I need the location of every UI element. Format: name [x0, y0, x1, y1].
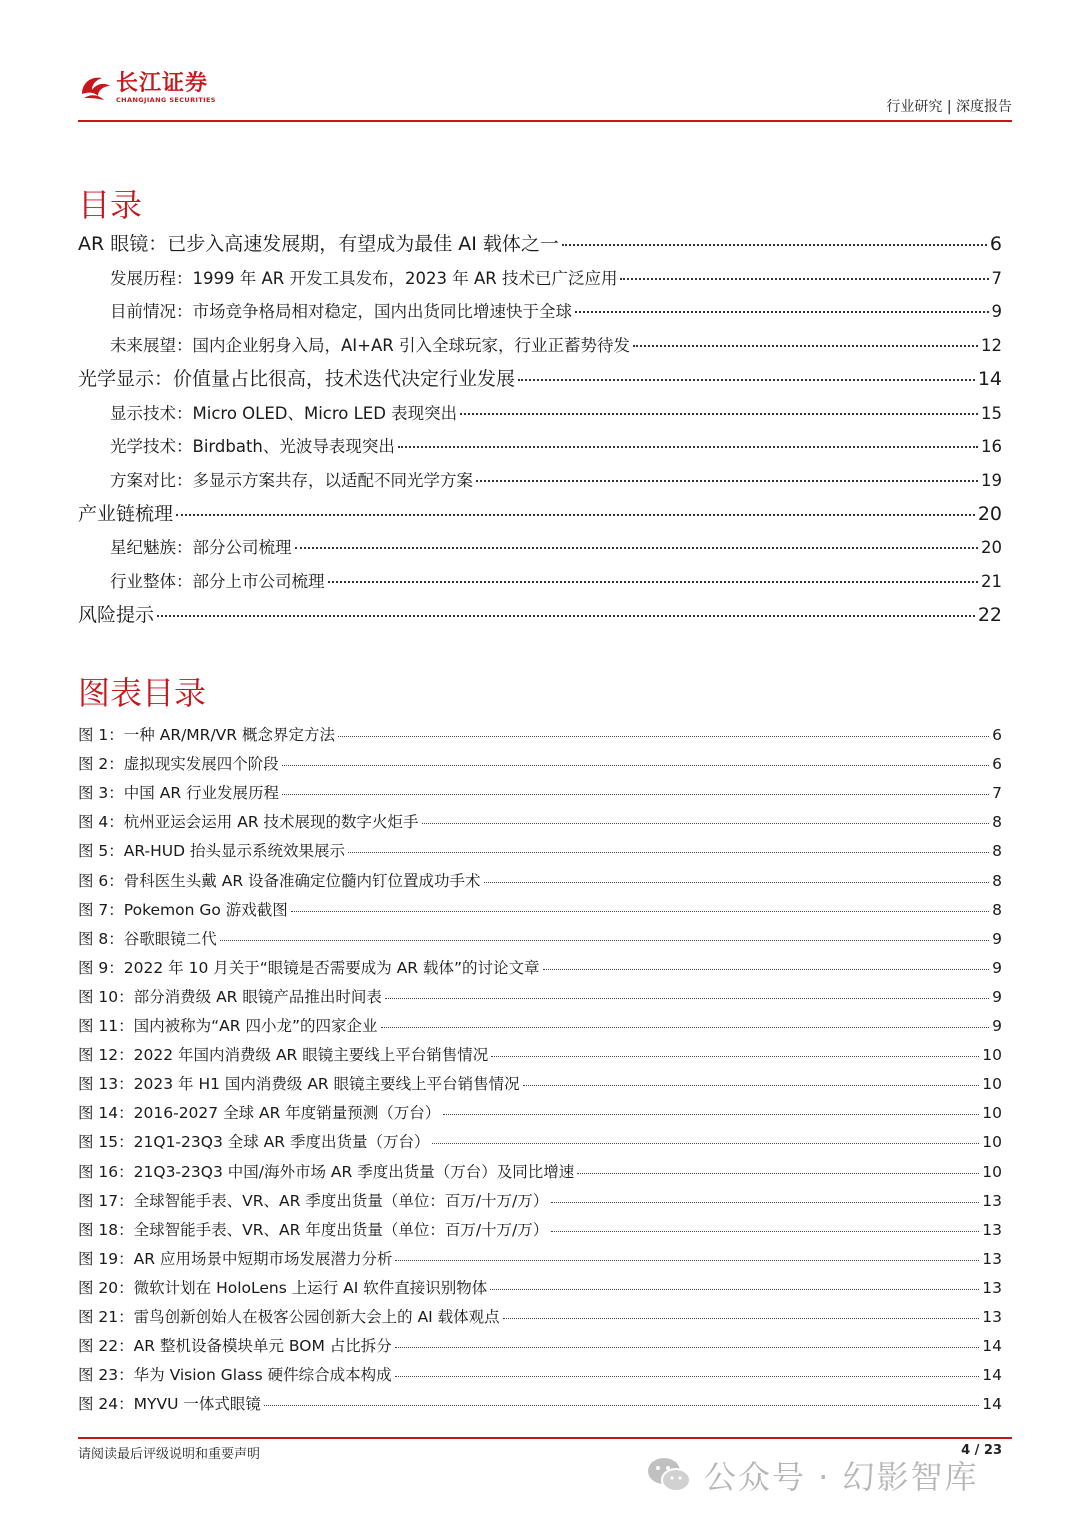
figure-entry-label: 图 20：微软计划在 HoloLens 上运行 AI 软件直接识别物体 [78, 1278, 488, 1297]
dot-leader [395, 1347, 980, 1348]
toc-section[interactable] [110, 534, 1002, 558]
figure-entry-page: 10 [982, 1075, 1002, 1094]
dot-leader [575, 311, 989, 313]
figure-entry[interactable] [78, 869, 1002, 891]
figure-entry-page: 9 [992, 987, 1002, 1006]
figure-entry[interactable] [78, 1305, 1002, 1327]
toc-section-page: 19 [981, 470, 1002, 490]
figure-entry-page: 10 [982, 1162, 1002, 1181]
figure-entry-page: 7 [992, 784, 1002, 803]
figure-entry[interactable] [78, 898, 1002, 920]
figure-entry-label: 图 11：国内被称为“AR 四小龙”的四家企业 [78, 1017, 378, 1035]
figure-entry-page: 6 [992, 726, 1002, 744]
disclaimer-note: 请阅读最后评级说明和重要声明 [78, 1447, 261, 1462]
figure-entry[interactable] [78, 723, 1002, 745]
dot-leader [348, 852, 989, 853]
dot-leader [577, 1173, 979, 1174]
toc-chapter[interactable] [78, 600, 1002, 627]
page-number: 4 / 23 [961, 1443, 1002, 1458]
figure-entry-label: 图 14：2016-2027 全球 AR 年度销量预测（万台） [78, 1104, 441, 1123]
figure-entry-label: 图 2：虚拟现实发展四个阶段 [78, 755, 279, 774]
figure-entry[interactable] [78, 1101, 1002, 1123]
figure-entry-label: 图 3：中国 AR 行业发展历程 [78, 784, 280, 803]
logo-chinese-name: 长江证券 [116, 71, 209, 96]
toc-section-page: 20 [981, 538, 1002, 558]
dot-leader [157, 615, 975, 617]
figure-entry[interactable] [78, 985, 1002, 1007]
dot-leader [476, 480, 978, 482]
toc-chapter[interactable] [78, 229, 1002, 256]
dot-leader [523, 1085, 980, 1086]
figure-entry-label: 图 4：杭州亚运会运用 AR 技术展现的数字火炬手 [78, 813, 419, 832]
dot-leader [295, 547, 979, 549]
figure-entry[interactable] [78, 1043, 1002, 1065]
dot-leader [328, 581, 979, 583]
figure-entry[interactable] [78, 1189, 1002, 1211]
toc-section-page: 7 [991, 268, 1002, 288]
footer-divider [78, 1437, 1012, 1439]
toc-chapter-page: 14 [977, 367, 1002, 390]
dot-leader [282, 794, 989, 795]
dot-leader [543, 969, 990, 970]
figure-entry-page: 9 [992, 929, 1002, 948]
figure-entry-label: 图 24：MYVU 一体式眼镜 [78, 1395, 261, 1414]
toc-section-page: 15 [981, 403, 1002, 423]
dot-leader [518, 379, 975, 381]
figure-entry-label: 图 12：2022 年国内消费级 AR 眼镜主要线上平台销售情况 [78, 1046, 489, 1065]
dot-leader [432, 1143, 979, 1144]
toc-section-page: 16 [981, 437, 1002, 457]
figure-entry-label: 图 8：谷歌眼镜二代 [78, 929, 217, 948]
figure-entry-label: 图 9：2022 年 10 月关于“眼镜是否需要成为 AR 载体”的讨论文章 [78, 958, 540, 977]
toc-section[interactable] [110, 265, 1002, 289]
toc-chapter-label: 产业链梳理 [78, 502, 174, 525]
dot-leader [395, 1260, 979, 1261]
toc-title: 目录 [78, 186, 143, 224]
figure-entry[interactable] [78, 810, 1002, 832]
figure-entry[interactable] [78, 1276, 1002, 1298]
page-header [78, 72, 1012, 124]
figure-entry-page: 8 [992, 871, 1002, 890]
toc-section-label: 发展历程：1999 年 AR 开发工具发布，2023 年 AR 技术已广泛应用 [110, 268, 618, 288]
dot-leader [491, 1056, 979, 1057]
toc-chapter-label: AR 眼镜：已步入高速发展期，有望成为最佳 AI 载体之一 [78, 233, 559, 255]
wechat-watermark [646, 1452, 979, 1498]
dot-leader [381, 1027, 990, 1028]
figure-entry[interactable] [78, 1392, 1002, 1414]
figure-entry[interactable] [78, 781, 1002, 803]
figure-entry-label: 图 5：AR-HUD 抬头显示系统效果展示 [78, 842, 345, 861]
toc-section[interactable] [110, 467, 1002, 491]
figure-entry[interactable] [78, 839, 1002, 861]
figure-entry[interactable] [78, 1072, 1002, 1094]
toc-section-label: 行业整体：部分上市公司梳理 [110, 572, 325, 591]
figure-entry[interactable] [78, 1014, 1002, 1036]
toc-section-page: 12 [981, 336, 1002, 356]
toc-chapter-label: 光学显示：价值量占比很高，技术迭代决定行业发展 [78, 367, 516, 390]
toc-section-label: 星纪魅族：部分公司梳理 [110, 538, 292, 558]
figure-entry-page: 13 [982, 1249, 1002, 1268]
figure-entry-label: 图 22：AR 整机设备模块单元 BOM 占比拆分 [78, 1337, 392, 1356]
dot-leader [395, 1376, 980, 1377]
toc-chapter[interactable] [78, 364, 1002, 391]
dot-leader [398, 446, 978, 448]
figure-entry-page: 13 [982, 1191, 1002, 1210]
figure-entry[interactable] [78, 956, 1002, 978]
figure-entry-label: 图 10：部分消费级 AR 眼镜产品推出时间表 [78, 987, 382, 1006]
dot-leader [220, 940, 989, 941]
dot-leader [264, 1405, 979, 1406]
dot-leader [422, 823, 990, 824]
figure-entry-label: 图 13：2023 年 H1 国内消费级 AR 眼镜主要线上平台销售情况 [78, 1075, 520, 1094]
figure-entry-label: 图 7：Pokemon Go 游戏截图 [78, 900, 288, 919]
logo-english-name: CHANGJIANG SECURITIES [116, 96, 216, 104]
dot-leader [443, 1114, 979, 1115]
figure-entry-page: 8 [992, 842, 1002, 861]
report-type-label: 行业研究 | 深度报告 [886, 99, 1012, 115]
toc-chapter-label: 风险提示 [78, 603, 155, 626]
figure-entry-label: 图 21：雷鸟创新创始人在极客公园创新大会上的 AI 载体观点 [78, 1308, 500, 1326]
dot-leader [176, 514, 975, 516]
figure-index-title: 图表目录 [78, 674, 207, 712]
toc-section[interactable] [110, 433, 1002, 457]
figure-entry[interactable] [78, 1160, 1002, 1182]
dot-leader [291, 911, 989, 912]
figure-entry-page: 8 [992, 813, 1002, 832]
figure-entry-page: 8 [992, 900, 1002, 919]
toc-section-label: 目前情况：市场竞争格局相对稳定，国内出货同比增速快于全球 [110, 302, 572, 322]
dot-leader [338, 736, 989, 737]
wechat-icon [646, 1455, 692, 1495]
figure-entry-label: 图 19：AR 应用场景中短期市场发展潜力分析 [78, 1249, 393, 1268]
figure-entry[interactable] [78, 1130, 1002, 1152]
figure-entry-page: 13 [982, 1308, 1002, 1326]
watermark-text: 公众号 · 幻影智库 [704, 1458, 979, 1496]
figure-entry-label: 图 1：一种 AR/MR/VR 概念界定方法 [78, 726, 335, 744]
dot-leader [503, 1318, 980, 1319]
figure-entry-page: 14 [982, 1395, 1002, 1414]
dot-leader [460, 413, 978, 415]
figure-entry-page: 9 [992, 1017, 1002, 1035]
figure-entry[interactable] [78, 1334, 1002, 1356]
dot-leader [551, 1231, 979, 1232]
figure-entry-page: 13 [982, 1220, 1002, 1239]
toc-chapter-page: 22 [977, 603, 1002, 626]
figure-entry-page: 6 [992, 755, 1002, 774]
figure-entry-page: 9 [992, 958, 1002, 977]
toc-section-page: 21 [981, 572, 1002, 591]
toc-chapter[interactable] [78, 499, 1002, 526]
toc-section-label: 未来展望：国内企业躬身入局，AI+AR 引入全球玩家，行业正蓄势待发 [110, 336, 630, 356]
header-divider [78, 120, 1012, 122]
figure-entry-label: 图 18：全球智能手表、VR、AR 年度出货量（单位：百万/十万/万） [78, 1220, 549, 1239]
dot-leader [620, 278, 988, 280]
figure-entry-page: 13 [982, 1278, 1002, 1297]
figure-entry-label: 图 15：21Q1-23Q3 全球 AR 季度出货量（万台） [78, 1133, 430, 1152]
toc-section-label: 光学技术：Birdbath、光波导表现突出 [110, 437, 395, 457]
toc-section[interactable] [110, 568, 1002, 592]
dot-leader [551, 1202, 979, 1203]
dot-leader [484, 882, 990, 883]
figure-entry[interactable] [78, 927, 1002, 949]
toc-section[interactable] [110, 400, 1002, 424]
company-logo [78, 72, 216, 104]
toc-section-page: 9 [991, 302, 1002, 322]
figure-entry-label: 图 6：骨科医生头戴 AR 设备准确定位髓内钉位置成功手术 [78, 871, 481, 890]
figure-entry-label: 图 23：华为 Vision Glass 硬件综合成本构成 [78, 1366, 392, 1385]
toc-chapter-page: 6 [989, 233, 1002, 255]
toc-section[interactable] [110, 298, 1002, 322]
dot-leader [490, 1289, 979, 1290]
figure-entry-page: 10 [982, 1104, 1002, 1123]
toc-section-label: 显示技术：Micro OLED、Micro LED 表现突出 [110, 403, 458, 423]
figure-entry-page: 10 [982, 1133, 1002, 1152]
figure-entry[interactable] [78, 1363, 1002, 1385]
figure-entry[interactable] [78, 1247, 1002, 1269]
figure-entry-page: 14 [982, 1337, 1002, 1356]
toc-section-label: 方案对比：多显示方案共存，以适配不同光学方案 [110, 470, 473, 490]
phoenix-logo-icon [78, 72, 112, 104]
dot-leader [633, 345, 978, 347]
dot-leader [562, 244, 987, 246]
figure-entry-page: 10 [982, 1046, 1002, 1065]
dot-leader [282, 765, 989, 766]
figure-entry[interactable] [78, 1218, 1002, 1240]
toc-section[interactable] [110, 332, 1002, 356]
toc-chapter-page: 20 [977, 502, 1002, 525]
figure-entry-label: 图 17：全球智能手表、VR、AR 季度出货量（单位：百万/十万/万） [78, 1191, 549, 1210]
figure-entry[interactable] [78, 752, 1002, 774]
figure-entry-page: 14 [982, 1366, 1002, 1385]
dot-leader [385, 998, 989, 999]
figure-entry-label: 图 16：21Q3-23Q3 中国/海外市场 AR 季度出货量（万台）及同比增速 [78, 1162, 575, 1181]
